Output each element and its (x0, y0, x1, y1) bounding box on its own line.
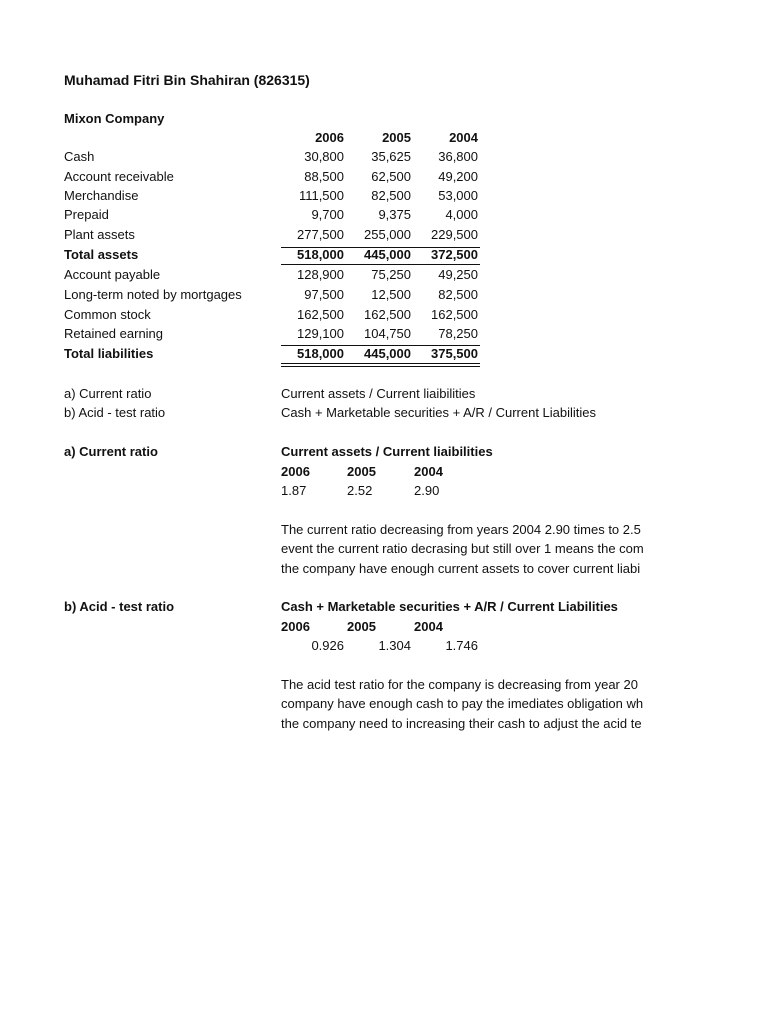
cell-total-liabilities-2005: 445,000 (364, 346, 411, 361)
total-assets-rule-bottom (281, 264, 480, 265)
row-label-account-payable: Account payable (64, 267, 161, 282)
total-assets-rule-top (281, 247, 480, 248)
acid-test-heading: b) Acid - test ratio (64, 599, 175, 614)
row-label-retained-earning: Retained earning (64, 326, 164, 341)
current-ratio-value-2006: 1.87 (281, 483, 307, 498)
total-liabilities-double-rule-2 (281, 366, 480, 367)
cell-total-assets-2006: 518,000 (297, 247, 344, 262)
current-ratio-year-2005: 2005 (347, 464, 376, 479)
cell-plant-assets-2004: 229,500 (431, 227, 478, 242)
cell-merchandise-2006: 111,500 (298, 188, 344, 203)
current-ratio-text-line-2: event the current ratio decrasing but still over 1 means the com (281, 541, 644, 556)
cell-account-receivable-2004: 49,200 (438, 169, 478, 184)
cell-prepaid-2005: 9,375 (378, 207, 411, 222)
row-label-common-stock: Common stock (64, 307, 151, 322)
cell-cash-2006: 30,800 (304, 149, 344, 164)
current-ratio-value-2004: 2.90 (414, 483, 440, 498)
cell-total-liabilities-2006: 518,000 (297, 346, 344, 361)
year-header-2004: 2004 (449, 130, 478, 145)
current-ratio-text-line-1: The current ratio decreasing from years 2004 2.90 times to 2.5 (281, 522, 641, 537)
row-label-total-assets: Total assets (64, 247, 139, 262)
cell-prepaid-2006: 9,700 (311, 207, 344, 222)
cell-account-payable-2005: 75,250 (371, 267, 411, 282)
year-header-2005: 2005 (382, 130, 411, 145)
current-ratio-value-2005: 2.52 (347, 483, 373, 498)
row-label-cash: Cash (64, 149, 95, 164)
acid-test-value-2004: 1.746 (445, 638, 478, 653)
acid-test-formula: Cash + Marketable securities + A/R / Current Liabilities (281, 599, 618, 614)
cell-retained-earning-2006: 129,100 (297, 326, 344, 341)
cell-account-payable-2004: 49,250 (438, 267, 478, 282)
definition-formula-a: Current assets / Current liaibilities (281, 386, 476, 401)
cell-prepaid-2004: 4,000 (445, 207, 478, 222)
cell-merchandise-2004: 53,000 (438, 188, 478, 203)
current-ratio-formula: Current assets / Current liaibilities (281, 444, 493, 459)
cell-total-assets-2004: 372,500 (431, 247, 478, 262)
cell-plant-assets-2006: 277,500 (297, 227, 344, 242)
current-ratio-text-line-3: the company have enough current assets to cover current liabi (281, 561, 641, 576)
row-label-prepaid: Prepaid (64, 207, 109, 222)
company-name: Mixon Company (64, 111, 165, 126)
cell-common-stock-2005: 162,500 (364, 307, 411, 322)
year-header-2006: 2006 (315, 130, 344, 145)
cell-account-receivable-2005: 62,500 (371, 169, 411, 184)
author-title: Muhamad Fitri Bin Shahiran (826315) (64, 72, 310, 88)
acid-test-text-line-1: The acid test ratio for the company is decreasing from year 20 (281, 677, 638, 692)
acid-test-value-2006: 0.926 (311, 638, 344, 653)
cell-account-receivable-2006: 88,500 (304, 169, 344, 184)
cell-cash-2005: 35,625 (371, 149, 411, 164)
current-ratio-year-2004: 2004 (414, 464, 443, 479)
cell-total-liabilities-2004: 375,500 (431, 346, 478, 361)
row-label-account-receivable: Account receivable (64, 169, 174, 184)
acid-test-year-2005: 2005 (347, 619, 376, 634)
definition-label-a: a) Current ratio (64, 386, 152, 401)
cell-long-term-noted-by-mortgages-2006: 97,500 (304, 287, 344, 302)
current-ratio-year-2006: 2006 (281, 464, 310, 479)
acid-test-year-2006: 2006 (281, 619, 310, 634)
definition-formula-b: Cash + Marketable securities + A/R / Current Liabilities (281, 405, 597, 420)
row-label-plant-assets: Plant assets (64, 227, 135, 242)
cell-common-stock-2006: 162,500 (297, 307, 344, 322)
cell-common-stock-2004: 162,500 (431, 307, 478, 322)
row-label-total-liabilities: Total liabilities (64, 346, 154, 361)
row-label-merchandise: Merchandise (64, 188, 139, 203)
cell-plant-assets-2005: 255,000 (364, 227, 411, 242)
total-liabilities-rule-top (281, 345, 480, 346)
cell-long-term-noted-by-mortgages-2005: 12,500 (371, 287, 411, 302)
cell-retained-earning-2004: 78,250 (438, 326, 478, 341)
cell-cash-2004: 36,800 (438, 149, 478, 164)
current-ratio-heading: a) Current ratio (64, 444, 158, 459)
cell-retained-earning-2005: 104,750 (364, 326, 411, 341)
cell-merchandise-2005: 82,500 (371, 188, 411, 203)
cell-long-term-noted-by-mortgages-2004: 82,500 (438, 287, 478, 302)
acid-test-text-line-3: the company need to increasing their cash to adjust the acid te (281, 716, 642, 731)
row-label-long-term-noted-by-mortgages: Long-term noted by mortgages (64, 287, 242, 302)
total-liabilities-double-rule-1 (281, 363, 480, 364)
acid-test-year-2004: 2004 (414, 619, 443, 634)
definition-label-b: b) Acid - test ratio (64, 405, 166, 420)
acid-test-text-line-2: company have enough cash to pay the imediates obligation wh (281, 696, 644, 711)
acid-test-value-2005: 1.304 (378, 638, 411, 653)
cell-account-payable-2006: 128,900 (297, 267, 344, 282)
cell-total-assets-2005: 445,000 (364, 247, 411, 262)
